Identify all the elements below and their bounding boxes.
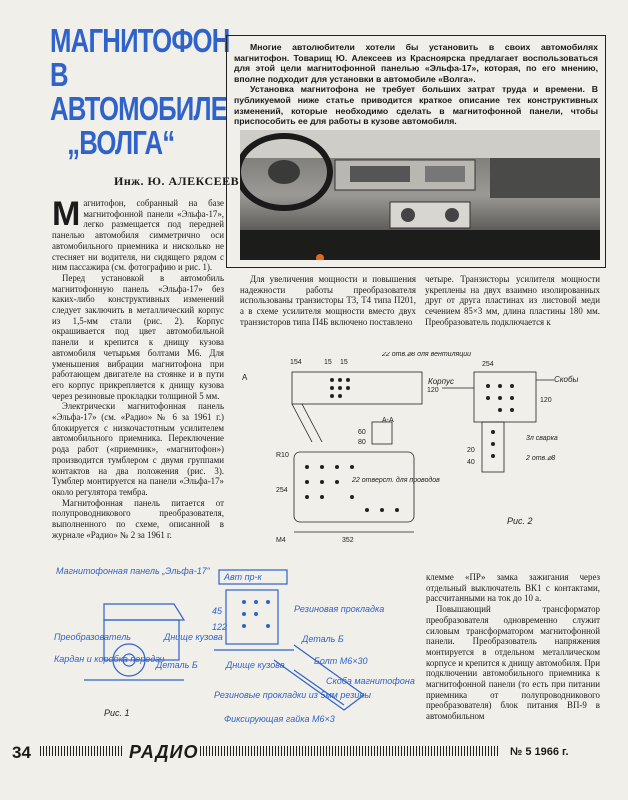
fig1-dim-45: 45 [212, 606, 223, 616]
fig1-converter-label: Преобразователь [54, 632, 132, 642]
lead-paragraph-1: Многие автолюбители хотели бы установить в своих автомобилях магнитофон. Товарищ Ю. Алексеев из Красноярска предлагает воспользоваться для этой цели магнитофонной панелью «Эльфа-17», которая, по его мнению, вполне подходит для установки в автомобиле «Волга». [234, 42, 598, 84]
skoby-label: Скобы [554, 375, 579, 384]
vent-holes-label: 22 отв.⌀8 для вентиляции [382, 352, 472, 358]
dim-120a: 120 [427, 387, 439, 394]
dim-120b: 120 [540, 397, 552, 404]
col1-paragraph-2: Перед установкой в автомобиль магнитофонную панель «Эльфа-17» без каких-либо конструктивных изменений следует заключить в металлический корпус из 1,5-мм стали (рис. 2). Корпус окрашивается под цвет автомобильной панели и крепится к днищу кузова автомобиля четырьмя болтами М6. Для уменьшения вибрации магнитофона при работающем двигателе на стоянке и в пути его корпус прикрепляется к днищу кузова через резиновые прокладки толщиной 5 мм. [52, 272, 224, 401]
col4-paragraph-1: клемме «ПР» замка зажигания через отдельный выключатель ВК1 с контактами, рассчитанными на ток до 10 а. [426, 572, 600, 604]
dim-254b: 254 [482, 361, 494, 368]
dim-40: 40 [467, 459, 475, 466]
fig1-panel-label: Магнитофонная панель „Эльфа-17“ [56, 566, 210, 576]
fig1-detail-label: Деталь Б [156, 660, 198, 670]
fig1-bracket-label: Скоба магнитофона [326, 676, 415, 686]
dim-352: 352 [342, 537, 354, 544]
dim-60: 60 [358, 429, 366, 436]
fig1-nut-label: Фиксирующая гайка М6×3 [224, 714, 335, 724]
column-2 [240, 274, 416, 328]
fig1-rubber-label: Резиновая прокладка [294, 604, 385, 614]
wire-holes-label: 22 отверст. для проводов [352, 477, 440, 484]
fig1-dim-122: 122 [212, 622, 228, 632]
figure-1-caption: Рис. 1 [104, 708, 130, 718]
r10-label: R10 [276, 452, 289, 459]
fig1-bottom-label: Днище кузова [164, 632, 223, 642]
col3-paragraph: четыре. Транзисторы усилителя мощности укреплены на двух взаимно изолированных друг от друга пластинах из листовой меди сечением 85×3 мм, длина пластины 180 мм. Преобразователь подключается к [425, 274, 600, 327]
fig1-bottom2-label: Днище кузова [226, 660, 285, 670]
title-line-1: МАГНИТОФОН [50, 22, 230, 59]
dim-80: 80 [358, 439, 366, 446]
fig1-pads-label: Резиновые прокладки из 5мм резины [214, 690, 372, 700]
dim-20: 20 [467, 447, 475, 454]
korpus-label: Корпус [428, 377, 455, 386]
fig1-radio-label: Авт пр-к [224, 572, 262, 582]
weld-label: 3л сварка [526, 435, 558, 442]
page-number: 34 [12, 743, 31, 762]
col1-paragraph-4: Магнитофонная панель питается от полупроводникового преобразователя, выполненного по схеме, описанной в журнале «Радио» № 2 за 1961 г. [52, 497, 224, 540]
figure-1 [44, 560, 424, 738]
magazine-logo: РАДИО [129, 742, 199, 762]
holes-2-label: 2 отв.⌀8 [526, 455, 556, 462]
col2-paragraph: Для увеличения мощности и повышения надежности работы преобразователя использованы транзисторы Т3, Т4 типа П201, а в схеме усилителя мощности вместо двух транзисторов типа П4Б включено поставлено [240, 274, 416, 327]
col4-paragraph-2: Повышающий трансформатор преобразователя одновременно служит силовым трансформатором магнитофонной панели. Преобразователь напряжения монтируется в отдельном металлическом корпусе и крепится к днищу автомобиля. При подключении автомобильного приемника к магнитофонной панели (то есть при питании приемника от полупроводникового преобразователя) блок питания ВП-9 в автомобильном [426, 604, 600, 722]
section-a-left: А [242, 373, 248, 382]
dim-254a: 254 [276, 487, 288, 494]
column-3 [425, 274, 600, 328]
lead-paragraph-2: Установка магнитофона не требует больших затрат труда и времени. В публикуемой ниже статье приводится краткое описание тех конструктивных изменений, которые необходимо сделать в магнитофонной панели, чтобы приспособить ее для работы в кузове автомобиля. [234, 84, 598, 127]
title-line-3: „ВОЛГА“ [67, 124, 175, 161]
col1-paragraph-1: агнитофон, собранный на базе магнитофонной панели «Эльфа-17», легко размещается под передней панелью автомобиля симметрично оси автомобильного приемника и нисколько не стесняет ни водителя, ни сидящего рядом с ним пассажира (см. фотографию и рис. 1). [52, 198, 224, 273]
section-label: А-А [382, 417, 394, 424]
lead-text [234, 42, 598, 127]
dropcap: М [52, 195, 81, 233]
col1-paragraph-3: Электрически магнитофонная панель «Эльфа-17» (см. «Радио» № 6 за 1961 г.) блокируется с низкочастотным усилителем автомобильного приемника. Переключение рода работ («приемник», «магнитофон») производится тумблером с двумя группами контактов на два положения (рис. 3). Тумблер монтируется на панели «Эльфа-17» около регулятора тембра. [52, 401, 224, 497]
footer-hatch-left [40, 746, 124, 756]
article-title [50, 24, 228, 160]
title-line-2: В АВТОМОБИЛЕ [50, 56, 228, 127]
m4-label: М4 [276, 537, 286, 544]
dim-154: 154 [290, 359, 302, 366]
fig1-bolt-label: Болт М6×30 [314, 656, 368, 666]
issue-label: № 5 1966 г. [510, 746, 569, 758]
dim-15b: 15 [340, 359, 348, 366]
author: Инж. Ю. АЛЕКСЕЕВ [114, 174, 240, 188]
column-4 [426, 572, 600, 722]
figure-2-caption: Рис. 2 [507, 516, 533, 526]
fig1-detail-b-label: Деталь Б [302, 634, 344, 644]
dashboard-photo [240, 130, 600, 260]
column-1 [52, 195, 224, 541]
fig1-cardan-label: Кардан и коробка передач [54, 654, 165, 664]
dim-15a: 15 [324, 359, 332, 366]
footer-hatch-right [200, 746, 500, 756]
figure-2 [232, 352, 604, 544]
